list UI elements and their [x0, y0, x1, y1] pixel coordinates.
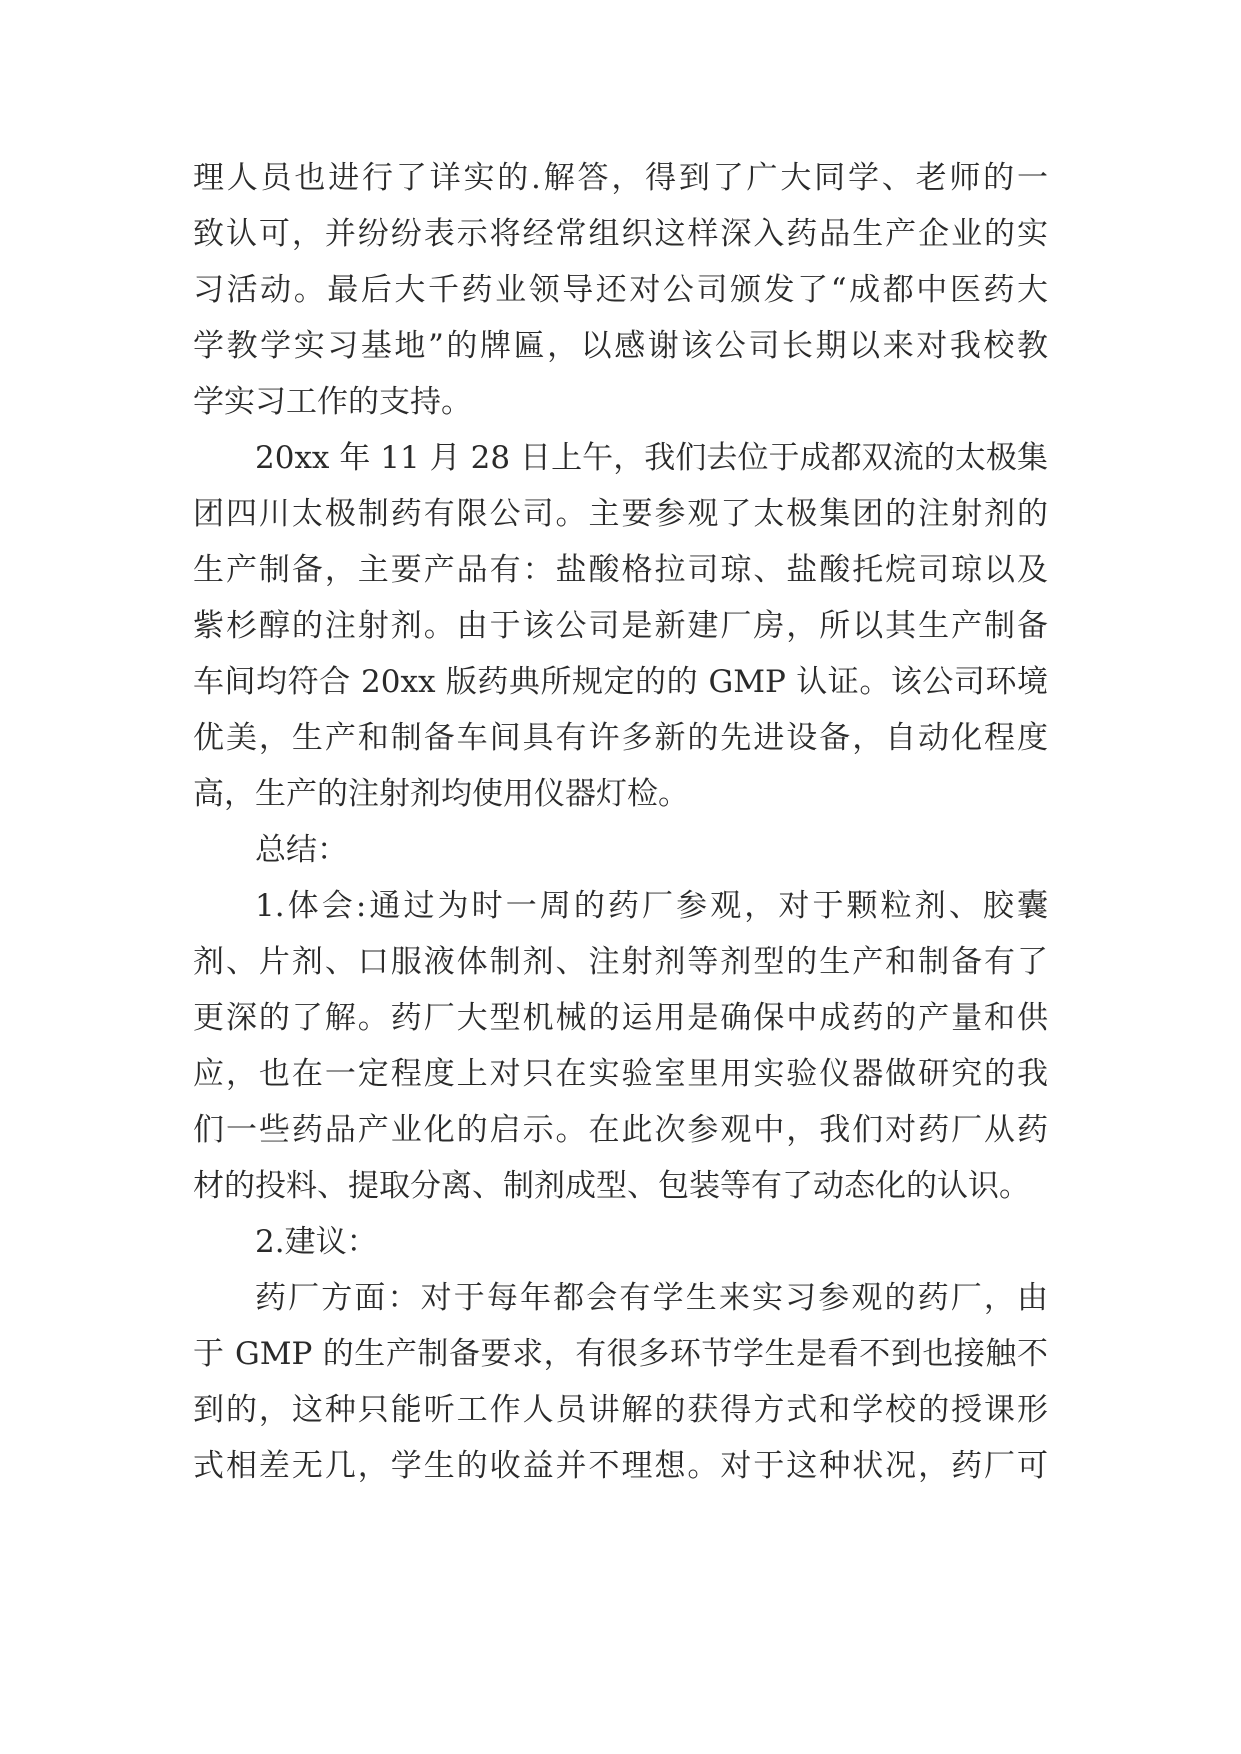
- text-line: 材的投料、提取分离、制剂成型、包装等有了动态化的认识。: [193, 1168, 1030, 1204]
- text-line: 学实习工作的支持。: [193, 384, 472, 420]
- text-line: 习活动。最后大千药业领导还对公司颁发了“成都中医药大: [193, 272, 1048, 308]
- text-line: 20xx 年 11 月 28 日上午，我们去位于成都双流的太极集: [255, 440, 1048, 476]
- paragraph: [193, 430, 1048, 822]
- text-line: 优美，生产和制备车间具有许多新的先进设备，自动化程度: [193, 720, 1048, 756]
- text-line: 式相差无几，学生的收益并不理想。对于这种状况，药厂可: [193, 1448, 1048, 1484]
- text-line: 药厂方面：对于每年都会有学生来实习参观的药厂，由: [255, 1280, 1048, 1316]
- text-line: 致认可，并纷纷表示将经常组织这样深入药品生产企业的实: [193, 216, 1048, 252]
- text-line: 生产制备，主要产品有：盐酸格拉司琼、盐酸托烷司琼以及: [193, 552, 1048, 588]
- text-line: 紫杉醇的注射剂。由于该公司是新建厂房，所以其生产制备: [193, 608, 1048, 644]
- text-line: 应，也在一定程度上对只在实验室里用实验仪器做研究的我: [193, 1056, 1048, 1092]
- document-page: [193, 150, 1048, 1494]
- text-line: 车间均符合 20xx 版药典所规定的的 GMP 认证。该公司环境: [193, 664, 1048, 700]
- text-line: 剂、片剂、口服液体制剂、注射剂等剂型的生产和制备有了: [193, 944, 1048, 980]
- text-line: 理人员也进行了详实的.解答，得到了广大同学、老师的一: [193, 160, 1048, 196]
- text-line: 团四川太极制药有限公司。主要参观了太极集团的注射剂的: [193, 496, 1048, 532]
- text-line: 总结：: [255, 832, 348, 868]
- text-line: 学教学实习基地”的牌匾，以感谢该公司长期以来对我校教: [193, 328, 1048, 364]
- paragraph: [193, 150, 1048, 430]
- text-line: 们一些药品产业化的启示。在此次参观中，我们对药厂从药: [193, 1112, 1048, 1148]
- text-line: 更深的了解。药厂大型机械的运用是确保中成药的产量和供: [193, 1000, 1048, 1036]
- text-line: 到的，这种只能听工作人员讲解的获得方式和学校的授课形: [193, 1392, 1048, 1428]
- text-line: 高，生产的注射剂均使用仪器灯检。: [193, 776, 689, 812]
- section-heading-summary: [193, 822, 1048, 878]
- text-line: 1.体会:通过为时一周的药厂参观，对于颗粒剂、胶囊: [255, 888, 1048, 924]
- text-line: 于 GMP 的生产制备要求，有很多环节学生是看不到也接触不: [193, 1336, 1048, 1372]
- paragraph: [193, 878, 1048, 1214]
- text-line: 2.建议：: [255, 1224, 378, 1260]
- paragraph: [193, 1270, 1048, 1494]
- section-heading-suggestions: [193, 1214, 1048, 1270]
